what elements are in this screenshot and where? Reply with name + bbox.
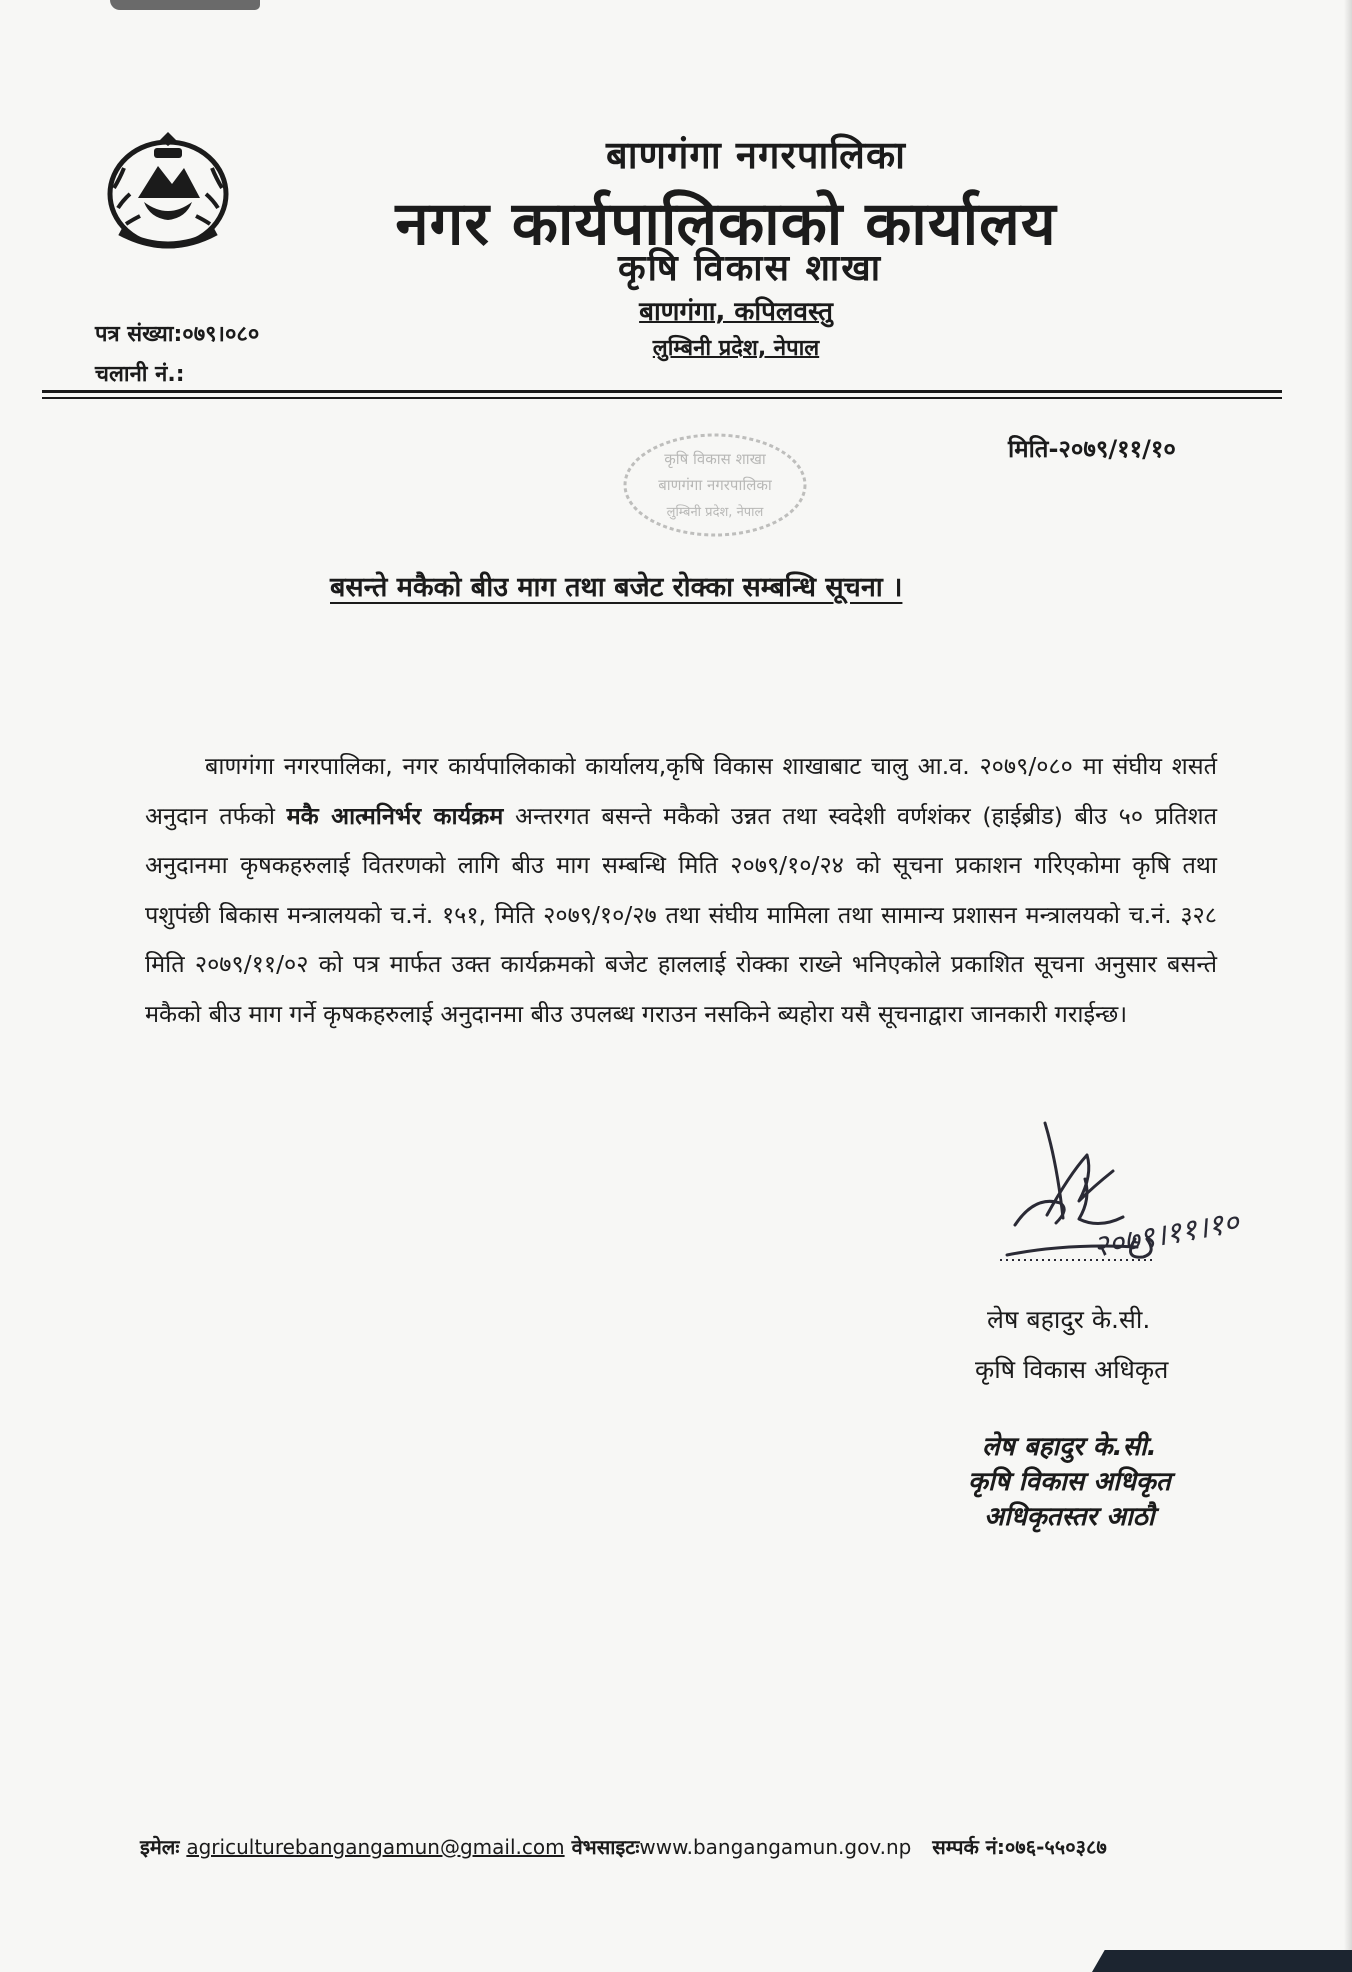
stamp-line-3: लुम्बिनी प्रदेश, नेपाल [666,505,764,520]
contact-number: ०७६-५५०३८७ [1004,1835,1107,1859]
email-link[interactable]: agriculturebangangamun@gmail.com [186,1835,565,1859]
handwritten-date: २०७९।११।१० [1090,1204,1242,1265]
address-line-2-text: लुम्बिनी प्रदेश, नेपाल [652,336,820,361]
stamp-line-1: कृषि विकास शाखा [664,450,766,468]
office-name: नगर कार्यपालिकाको कार्यालय [395,189,1057,259]
contact-label: सम्पर्क नं: [932,1835,1005,1859]
name-seal [968,1430,1171,1535]
office-stamp [615,430,815,540]
section-name: कृषि विकास शाखा [617,248,883,289]
signatory-designation: कृषि विकास अधिकृत [975,1355,1169,1384]
stamp-line-2: बाणगंगा नगरपालिका [658,476,772,494]
seal-designation: कृषि विकास अधिकृत [968,1467,1171,1497]
signatory-name: लेष बहादुर के.सी. [987,1305,1151,1334]
header-divider-2 [42,397,1282,399]
notice-subject: बसन्ते मकैको बीउ माग तथा बजेट रोक्का सम्बन्धि सूचना । [330,572,903,603]
torn-edge [110,0,260,10]
dark-corner [1092,1950,1352,1972]
email-label: इमेलः [140,1835,180,1859]
seal-level: अधिकृतस्तर आठौ [984,1502,1155,1532]
letter-number: पत्र संख्या:०७९।०८० [95,322,260,347]
body-program-name: मकै आत्मनिर्भर कार्यक्रम [286,801,504,830]
header-divider [42,390,1282,393]
body-text-part-1: बाणगंगा नगरपालिका, नगर कार्यपालिकाको कार्यालय,कृषि विकास शाखाबाट चालु आ.व. २०७९/०८० मा संघीय शसर्त अनुदान तर्फको [145,752,1217,830]
website-link[interactable]: www.bangangamun.gov.np [639,1835,912,1859]
dispatch-number: चलानी नं.: [95,362,185,387]
notice-body [145,742,1217,1039]
seal-name: लेष बहादुर के.सी. [982,1432,1157,1462]
address-line-1-text: बाणगंगा, कपिलवस्तु [639,297,833,327]
footer-contact [140,1833,1107,1860]
letter-date: मिति-२०७९/११/१० [1008,435,1176,463]
body-text-part-2: अन्तरगत बसन्ते मकैको उन्नत तथा स्वदेशी वर्णशंकर (हाईब्रीड) बीउ ५० प्रतिशत अनुदानमा कृषकहरुलाई वितरणको लागि बीउ माग सम्बन्धि मिति २०७९/१०/२४ को सूचना प्रकाशन गरिएकोमा कृषि तथा पशुपंछी बिकास मन्त्रालयको च.नं. १५१, मिति २०७९/१०/२७ तथा संघीय मामिला तथा सामान्य प्रशासन मन्त्रालयको च.नं. ३२८ मिति २०७९/११/०२ को पत्र मार्फत उक्त कार्यक्रमको बजेट हाललाई रोक्का राख्ने भनिएकोले प्रकाशित सूचना अनुसार बसन्ते मकैको बीउ माग गर्ने कृषकहरुलाई अनुदानमा बीउ उपलब्ध गराउन नसकिने ब्यहोरा यसै सूचनाद्वारा जानकारी गराईन्छ। [145,801,1217,1028]
handwritten-signature [985,1115,1265,1300]
website-label: वेभसाइटः [571,1835,640,1859]
municipality-name: बाणगंगा नगरपालिका [606,133,906,177]
